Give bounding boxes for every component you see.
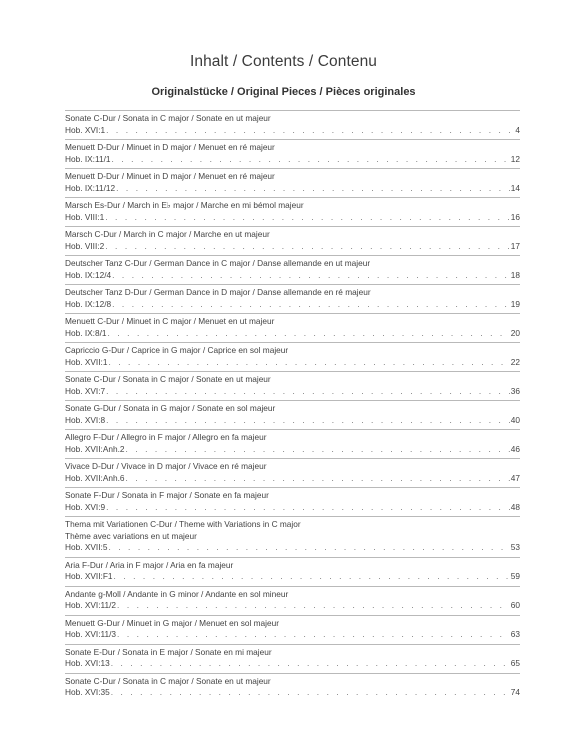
table-of-contents [65, 110, 520, 702]
hoboken-number: Hob. XVI:11/2 [65, 600, 117, 610]
dot-leader [108, 328, 510, 340]
dot-leader [117, 629, 510, 641]
toc-entry [65, 516, 520, 557]
hoboken-number: Hob. IX:11/12 [65, 182, 116, 193]
dot-leader [108, 542, 509, 554]
page-number: 60 [510, 600, 520, 610]
toc-entry [65, 458, 520, 487]
dot-leader [105, 241, 510, 253]
hoboken-number: Hob. IX:8/1 [65, 327, 107, 338]
page-title: Inhalt / Contents / Contenu [189, 53, 378, 70]
toc-entry [65, 110, 520, 139]
page-number: 14 [510, 182, 520, 193]
dot-leader [126, 473, 510, 485]
toc-entry-reference-line [65, 154, 520, 169]
page-number: 48 [510, 501, 520, 512]
page-number: 4 [515, 124, 520, 135]
hoboken-number: Hob. XVII:Anh.2 [65, 443, 125, 454]
toc-entry-title: Andante g-Moll / Andante in G minor / Andante en sol mineur [65, 588, 289, 599]
toc-entry-title: Vivace D-Dur / Vivace in D major / Vivace en ré majeur [65, 461, 267, 471]
dot-leader [108, 357, 509, 369]
dot-leader [112, 299, 510, 311]
hoboken-number: Hob. XVI:8 [65, 414, 106, 425]
toc-entry [65, 400, 520, 429]
toc-entry-title: Sonate E-Dur / Sonata in E major / Sonate en mi majeur [65, 646, 272, 657]
toc-entry [65, 644, 520, 673]
toc-entry [65, 487, 520, 516]
toc-entry-title: Menuett D-Dur / Minuet in D major / Menuet en ré majeur [65, 142, 275, 152]
page-number: 22 [510, 356, 520, 367]
page-number: 16 [510, 211, 520, 222]
hoboken-number: Hob. XVII:5 [65, 542, 108, 552]
toc-entry-title: Aria F-Dur / Aria in F major / Aria en fa majeur [65, 559, 234, 570]
toc-entry [65, 139, 520, 168]
dot-leader [106, 386, 510, 398]
toc-entry-reference-line [65, 415, 520, 430]
dot-leader [106, 125, 514, 137]
toc-entry-reference-line [65, 629, 520, 644]
toc-entry-reference-line [65, 357, 520, 372]
toc-entry-reference-line [65, 600, 520, 615]
dot-leader [112, 154, 510, 166]
dot-leader [112, 270, 510, 282]
toc-entry-reference-line [65, 687, 520, 702]
toc-entry-title: Menuett G-Dur / Minuet in G major / Menuet en sol majeur [65, 617, 279, 628]
toc-entry [65, 342, 520, 371]
hoboken-number: Hob. XVII:1 [65, 356, 108, 367]
hoboken-number: Hob. XVI:1 [65, 124, 106, 135]
hoboken-number: Hob. IX:11/1 [65, 153, 111, 164]
toc-entry-reference-line [65, 299, 520, 314]
dot-leader [116, 183, 510, 195]
toc-entry-title: Sonate C-Dur / Sonata in C major / Sonate en ut majeur [65, 374, 271, 384]
hoboken-number: Hob. XVI:11/3 [65, 629, 117, 639]
dot-leader [105, 212, 510, 224]
toc-entry [65, 168, 520, 197]
toc-entry-reference-line [65, 270, 520, 285]
toc-entry [65, 226, 520, 255]
hoboken-number: Hob. IX:12/4 [65, 269, 112, 280]
toc-entry-reference-line [65, 212, 520, 227]
page-number: 19 [510, 298, 520, 309]
hoboken-number: Hob. IX:12/8 [65, 298, 112, 309]
toc-entry [65, 673, 520, 702]
toc-entry [65, 284, 520, 313]
page-number: 63 [510, 629, 520, 639]
toc-entry [65, 557, 520, 586]
page-number: 18 [510, 269, 520, 280]
toc-entry-reference-line [65, 386, 520, 401]
toc-entry-reference-line [65, 658, 520, 673]
hoboken-number: Hob. XVII:F1 [65, 571, 113, 581]
page-number: 47 [510, 472, 520, 483]
toc-entry-reference-line [65, 241, 520, 256]
dot-leader [114, 571, 510, 583]
toc-entry-title: Sonate C-Dur / Sonata in C major / Sonate en ut majeur [65, 675, 271, 686]
toc-entry-title: Thème avec variations en ut majeur [65, 530, 197, 541]
page-number: 36 [510, 385, 520, 396]
page-number: 74 [510, 687, 520, 697]
toc-entry-title: Deutscher Tanz D-Dur / German Dance in D major / Danse allemande en ré majeur [65, 287, 371, 297]
page-number: 53 [510, 542, 520, 552]
toc-entry [65, 197, 520, 226]
toc-entry-reference-line [65, 502, 520, 517]
page-number: 12 [510, 153, 520, 164]
toc-entry-reference-line [65, 328, 520, 343]
dot-leader [126, 444, 510, 456]
toc-entry-title: Thema mit Variationen C-Dur / Theme with Variations in C major [65, 519, 301, 529]
toc-entry [65, 371, 520, 400]
dot-leader [106, 502, 510, 514]
toc-entry-title: Capriccio G-Dur / Caprice in G major / Caprice en sol majeur [65, 345, 289, 355]
page-number: 20 [510, 327, 520, 338]
toc-entry-title: Menuett D-Dur / Minuet in D major / Menuet en ré majeur [65, 171, 275, 181]
page-number: 65 [510, 658, 520, 668]
hoboken-number: Hob. VIII:2 [65, 240, 105, 251]
toc-entry [65, 313, 520, 342]
toc-entry-title: Marsch Es-Dur / March in E♭ major / Marche en mi bémol majeur [65, 200, 304, 210]
hoboken-number: Hob. XVI:13 [65, 658, 110, 668]
hoboken-number: Hob. VIII:1 [65, 211, 105, 222]
toc-entry-title: Marsch C-Dur / March in C major / Marche en ut majeur [65, 229, 270, 239]
toc-entry-title: Sonate F-Dur / Sonata in F major / Sonate en fa majeur [65, 490, 269, 500]
toc-entry [65, 615, 520, 644]
hoboken-number: Hob. XVI:9 [65, 501, 106, 512]
toc-entry [65, 429, 520, 458]
toc-entry-title: Menuett C-Dur / Minuet in C major / Menuet en ut majeur [65, 316, 275, 326]
toc-entry-reference-line [65, 571, 520, 586]
toc-entry-reference-line [65, 183, 520, 198]
toc-entry-reference-line [65, 542, 520, 557]
toc-entry-title: Allegro F-Dur / Allegro in F major / Allegro en fa majeur [65, 432, 267, 442]
toc-entry-reference-line [65, 444, 520, 459]
section-title: Originalstücke / Original Pieces / Pièces originales [151, 86, 416, 98]
page-number: 17 [510, 240, 520, 251]
dot-leader [111, 658, 510, 670]
hoboken-number: Hob. XVI:35 [65, 687, 110, 697]
toc-entry [65, 586, 520, 615]
dot-leader [106, 415, 510, 427]
page-number: 40 [510, 414, 520, 425]
toc-entry [65, 255, 520, 284]
dot-leader [117, 600, 510, 612]
page-number: 59 [510, 571, 520, 581]
dot-leader [111, 687, 510, 699]
hoboken-number: Hob. XVII:Anh.6 [65, 472, 125, 483]
toc-entry-reference-line [65, 473, 520, 488]
toc-entry-reference-line [65, 125, 520, 140]
toc-entry-title: Sonate G-Dur / Sonata in G major / Sonate en sol majeur [65, 403, 276, 413]
hoboken-number: Hob. XVI:7 [65, 385, 106, 396]
toc-entry-title: Deutscher Tanz C-Dur / German Dance in C major / Danse allemande en ut majeur [65, 258, 371, 268]
page-number: 46 [510, 443, 520, 454]
toc-entry-title: Sonate C-Dur / Sonata in C major / Sonate en ut majeur [65, 113, 271, 123]
